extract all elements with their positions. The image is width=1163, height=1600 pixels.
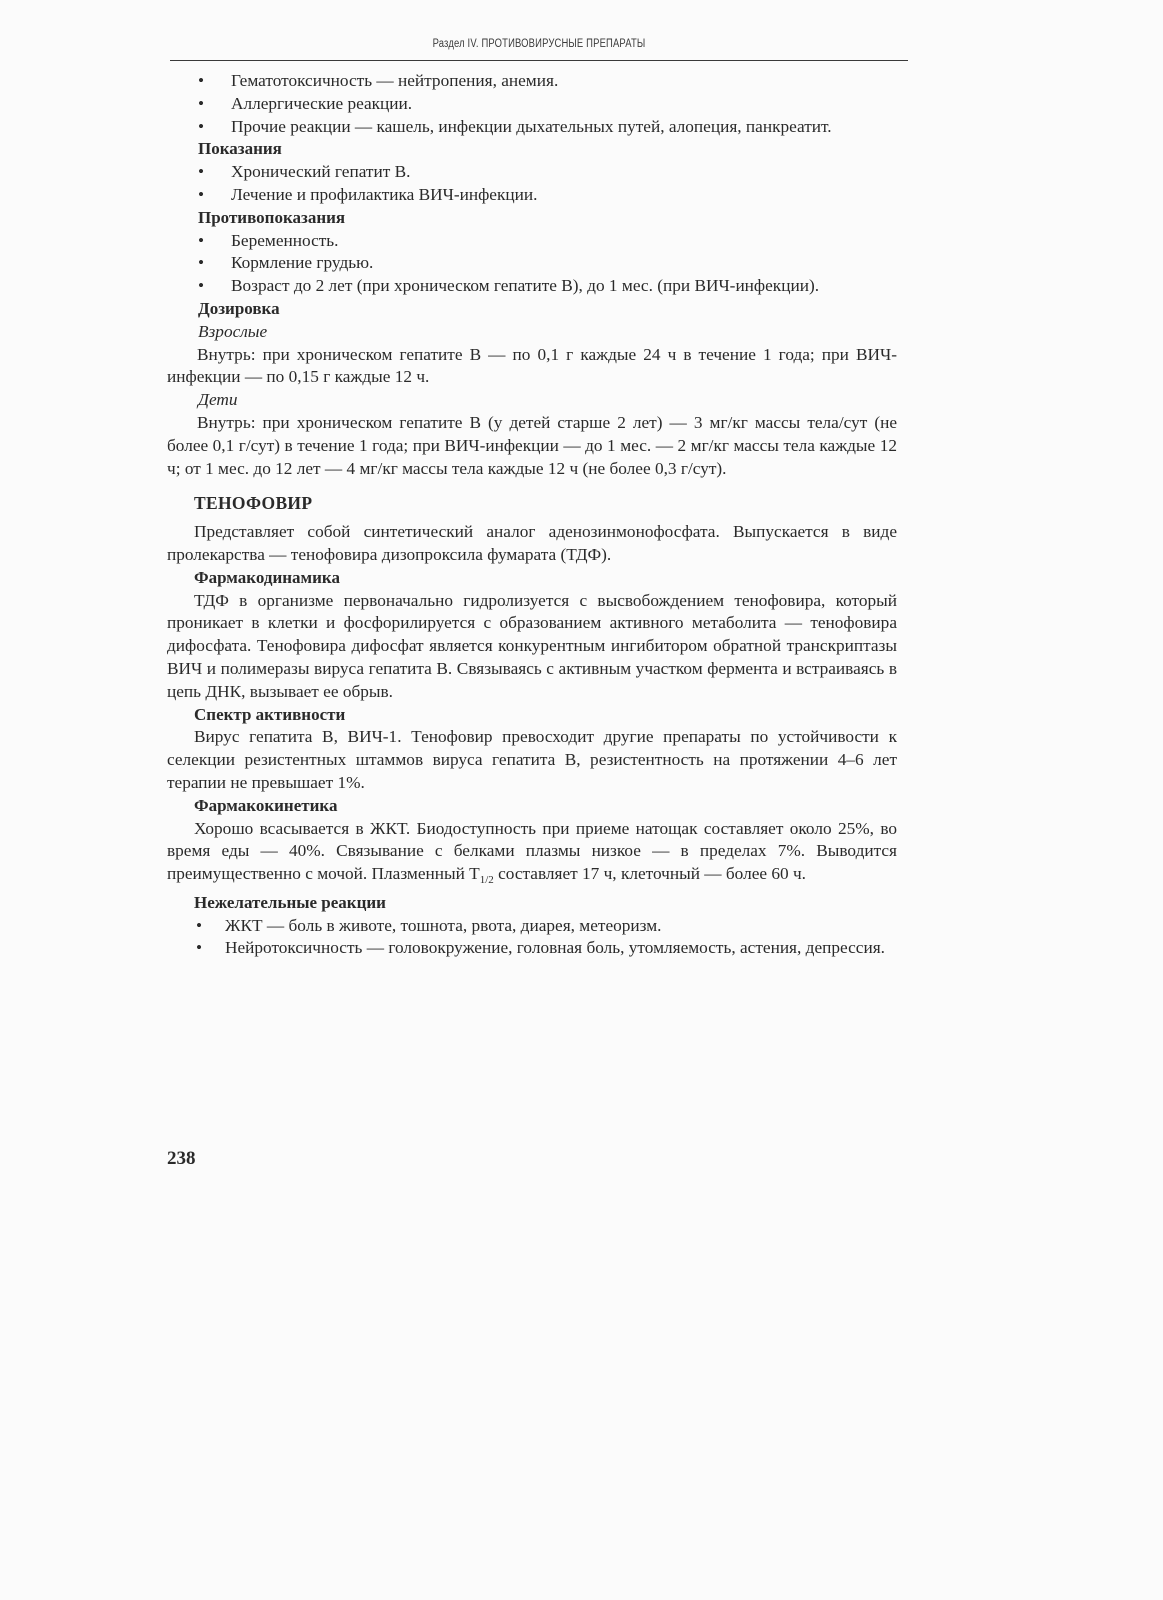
drug-title: ТЕНОФОВИР	[194, 493, 313, 514]
indication-item: • Хронический гепатит В.	[167, 161, 897, 184]
contraindication-item: • Кормление грудью.	[167, 252, 897, 275]
bullet-icon: •	[198, 71, 205, 90]
pharmacokinetics-text: Хорошо всасывается в ЖКТ. Биодоступность при приеме натощак составляет около 25%, во время еды — 40%. Связывание с белками плазмы низкое — в пределах 7%. Выводится преимущественно с мочой. Плазменный $T_{1/2}$ составляет 17 ч, клеточный — более 60 ч.	[167, 818, 897, 887]
running-header: Раздел IV. ПРОТИВОВИРУСНЫЕ ПРЕПАРАТЫ	[432, 38, 646, 50]
page-content	[167, 70, 897, 960]
adverse-item: • Нейротоксичность — головокружение, головная боль, утомляемость, астения, депрессия.	[167, 937, 897, 960]
dosage-children-label: Дети	[198, 390, 238, 410]
spectrum-heading: Спектр активности	[194, 704, 346, 724]
pharmacodynamics-text: ТДФ в организме первоначально гидролизуется с высвобождением тенофовира, который проникает в клетки и фосфорилируется с образованием активного метаболита — тенофовира дифосфата. Тенофовира дифосфат является конкурентным ингибитором обратной транскриптазы ВИЧ и полимеразы вируса гепатита В. Связываясь с активным участком фермента и встраиваясь в цепь ДНК, вызывает ее обрыв.	[167, 590, 897, 701]
spectrum-text: Вирус гепатита В, ВИЧ-1. Тенофовир превосходит другие препараты по устойчивости к селекции резистентных штаммов вируса гепатита В, резистентность на протяжении 4–6 лет терапии не превышает 1%.	[167, 727, 897, 792]
pharmacokinetics-heading: Фармакокинетика	[194, 795, 338, 815]
drug-intro: Представляет собой синтетический аналог аденозинмонофосфата. Выпускается в виде пролекарства — тенофовира дизопроксила фумарата (ТДФ).	[167, 522, 897, 564]
adverse-item: • Прочие реакции — кашель, инфекции дыхательных путей, алопеция, панкреатит.	[167, 116, 897, 139]
contraindication-item: • Беременность.	[167, 230, 897, 253]
pharmacodynamics-heading: Фармакодинамика	[194, 567, 340, 587]
adverse-item: • Аллергические реакции.	[167, 93, 897, 116]
bullet-icon: •	[198, 93, 205, 113]
contraindication-item: • Возраст до 2 лет (при хроническом гепатите В), до 1 мес. (при ВИЧ-инфекции).	[167, 275, 897, 298]
page-number: 238	[167, 1148, 196, 1169]
bullet-icon: •	[198, 276, 205, 296]
adverse-heading: Нежелательные реакции	[194, 892, 386, 912]
indication-item: • Лечение и профилактика ВИЧ-инфекции.	[167, 184, 897, 207]
bullet-icon: •	[196, 938, 203, 958]
adverse-item: • ЖКТ — боль в животе, тошнота, рвота, диарея, метеоризм.	[167, 915, 897, 938]
indications-heading: Показания	[198, 139, 282, 159]
header-rule	[170, 60, 908, 61]
dosage-heading: Дозировка	[198, 298, 280, 318]
dosage-adults-text: Внутрь: при хроническом гепатите В — по 0,1 г каждые 24 ч в течение 1 года; при ВИЧ-инфекции — по 0,15 г каждые 12 ч.	[167, 344, 897, 387]
dosage-children-text: Внутрь: при хроническом гепатите В (у детей старше 2 лет) — 3 мг/кг массы тела/сут (не более 0,1 г/сут) в течение 1 года; при ВИЧ-инфекции — до 1 мес. — 2 мг/кг массы тела каждые 12 ч; от 1 мес. до 12 лет — 4 мг/кг массы тела каждые 12 ч (не более 0,3 г/сут).	[167, 412, 897, 478]
bullet-icon: •	[198, 162, 205, 182]
adverse-item: • Гематотоксичность — нейтропения, анемия.	[167, 70, 897, 93]
bullet-icon: •	[196, 915, 203, 935]
bullet-icon: •	[198, 184, 205, 204]
half-life-subscript: 1/2	[479, 874, 494, 887]
dosage-adults-label: Взрослые	[198, 321, 268, 341]
contraindications-heading: Противопоказания	[198, 207, 346, 227]
bullet-icon: •	[198, 116, 205, 136]
bullet-icon: •	[198, 230, 205, 250]
bullet-icon: •	[198, 253, 205, 273]
